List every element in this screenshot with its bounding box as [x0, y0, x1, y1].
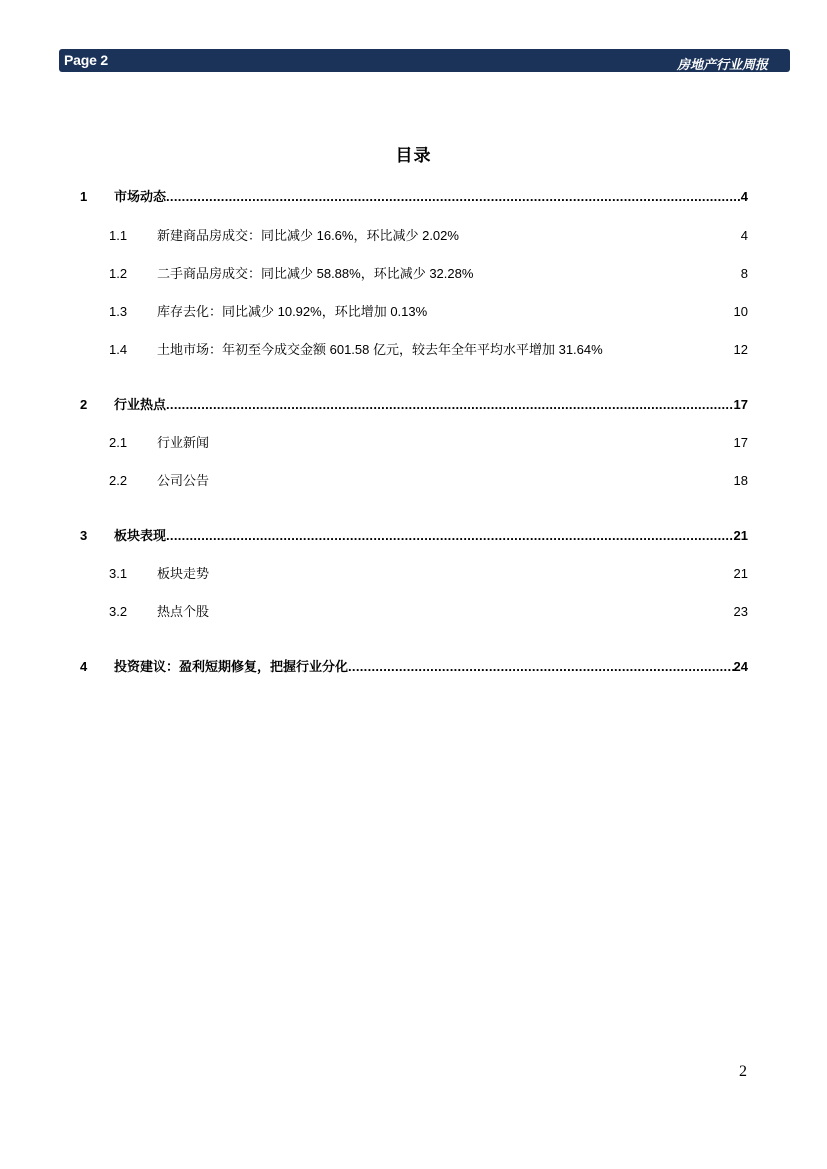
toc-entry-1-1[interactable]	[80, 227, 748, 245]
toc-entry-text: 新建商品房成交：同比减少 16.6%，环比减少 2.02%	[157, 228, 459, 243]
toc-entry-number: 4	[80, 659, 88, 674]
toc-entry-text: 行业热点	[114, 397, 167, 412]
toc-entry-1[interactable]	[80, 188, 748, 206]
toc-entry-number: 1.3	[109, 304, 128, 319]
toc-entry-text: 市场动态	[114, 189, 167, 204]
toc-entry-text: 板块走势	[157, 566, 210, 581]
toc-dot-leader	[348, 658, 734, 676]
toc-entry-number: 3.2	[109, 604, 128, 619]
toc-entry-2-2[interactable]	[80, 472, 748, 490]
toc-entry-page: 10	[733, 304, 748, 319]
toc-entry-3[interactable]	[80, 527, 748, 545]
toc-entry-page: 8	[740, 266, 748, 281]
toc-entry-number: 1.1	[109, 228, 128, 243]
toc-entry-text: 公司公告	[157, 473, 210, 488]
toc-dot-leader	[166, 527, 734, 545]
toc-entry-1-4[interactable]	[80, 341, 748, 359]
toc-entry-page: 4	[740, 228, 748, 243]
toc-entry-1-3[interactable]	[80, 303, 748, 321]
toc-entry-text: 板块表现	[114, 528, 167, 543]
toc-entry-text: 二手商品房成交：同比减少 58.88%，环比减少 32.28%	[157, 266, 474, 281]
toc-entry-number: 2.2	[109, 473, 128, 488]
toc-entry-number: 1	[80, 189, 88, 204]
toc-entry-number: 2	[80, 397, 88, 412]
toc-entry-page: 24	[733, 659, 748, 674]
toc-entry-page: 12	[733, 342, 748, 357]
toc-entry-text: 热点个股	[157, 604, 210, 619]
header-report-name: 房地产行业周报	[676, 57, 768, 72]
toc-dot-leader	[166, 396, 734, 414]
toc-entry-page: 4	[740, 189, 748, 204]
toc-entry-4[interactable]	[80, 658, 748, 676]
header-bar	[59, 49, 790, 72]
toc-entry-number: 1.4	[109, 342, 128, 357]
toc-entry-3-2[interactable]	[80, 603, 748, 621]
toc-entry-page: 23	[733, 604, 748, 619]
footer-page-number: 2	[739, 1063, 747, 1080]
toc-entry-text: 土地市场：年初至今成交金额 601.58 亿元，较去年全年平均水平增加 31.64%	[157, 342, 603, 357]
toc-entry-page: 17	[733, 397, 748, 412]
toc-entry-number: 3.1	[109, 566, 128, 581]
toc-entry-3-1[interactable]	[80, 565, 748, 583]
toc-entry-1-2[interactable]	[80, 265, 748, 283]
toc-entry-text: 行业新闻	[157, 435, 210, 450]
toc-entry-page: 17	[733, 435, 748, 450]
toc-entry-2-1[interactable]	[80, 434, 748, 452]
toc-entry-number: 2.1	[109, 435, 128, 450]
toc-entry-page: 18	[733, 473, 748, 488]
toc-entry-page: 21	[733, 566, 748, 581]
toc-title: 目录	[395, 146, 432, 165]
toc-entry-number: 3	[80, 528, 88, 543]
toc-entry-text: 库存去化：同比减少 10.92%，环比增加 0.13%	[157, 304, 428, 319]
toc-entry-number: 1.2	[109, 266, 128, 281]
toc-entry-2[interactable]	[80, 396, 748, 414]
header-page-label: Page 2	[64, 52, 108, 68]
toc-entry-page: 21	[733, 528, 748, 543]
toc-dot-leader	[166, 188, 741, 206]
toc-entry-text: 投资建议：盈利短期修复，把握行业分化	[114, 659, 349, 674]
